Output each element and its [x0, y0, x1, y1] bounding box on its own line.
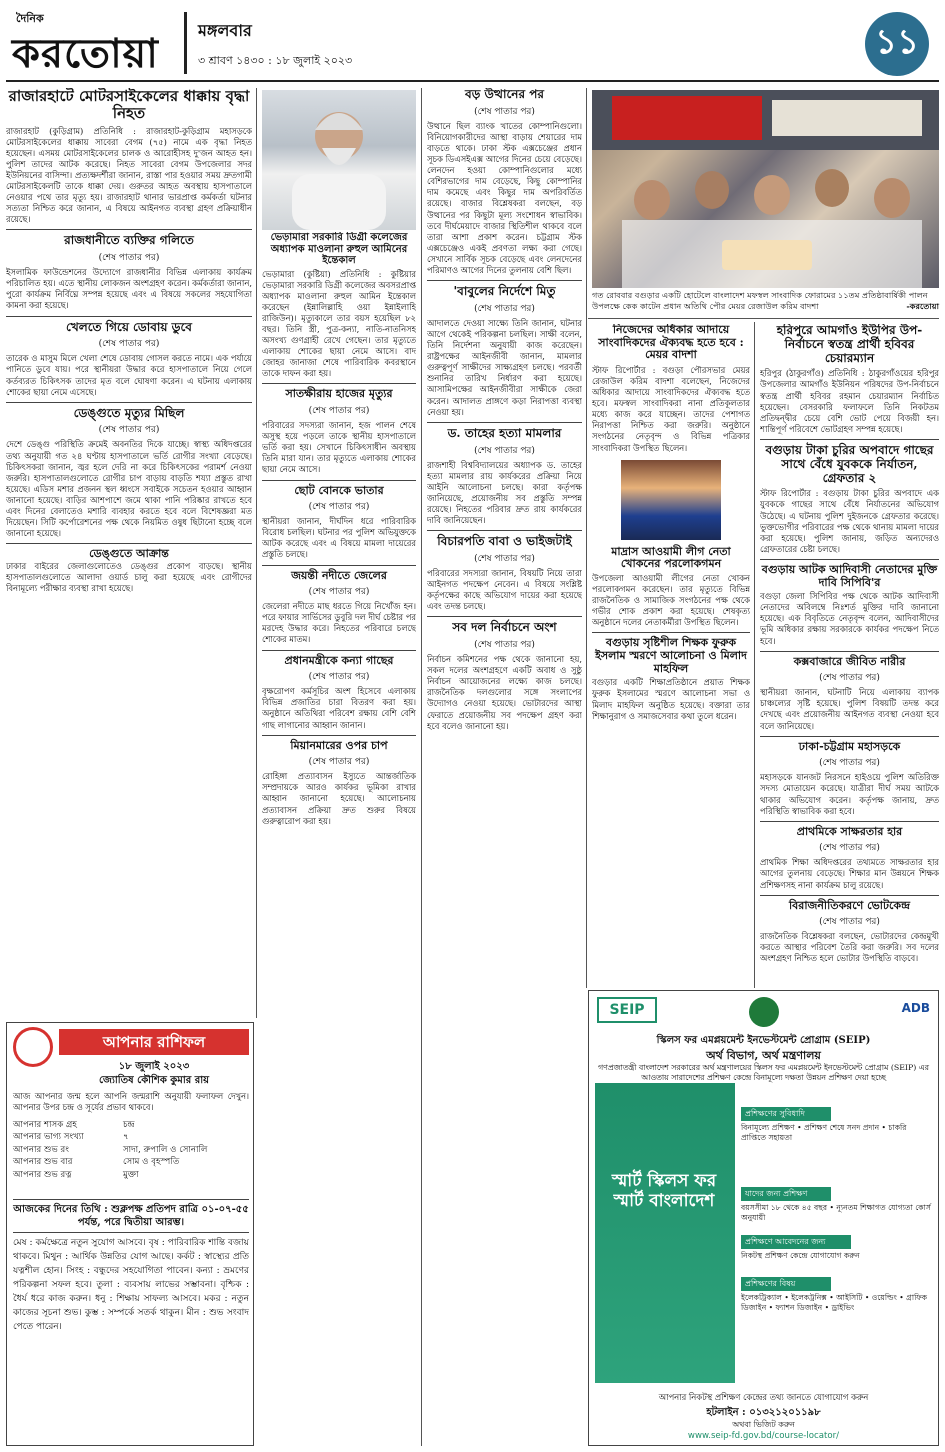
tithi-note: আজকের দিনের তিথি : শুক্লপক্ষ প্রতিপদ রাত্রি ০১-০৭-৫৫ পর্যন্ত, পরে দ্বিতীয়া আরম্ভ। — [13, 1199, 249, 1233]
page-number: ১১ — [865, 12, 929, 76]
article-body: নির্বাচন কমিশনের পক্ষ থেকে জানানো হয়, সকল দলের অংশগ্রহণে একটি অবাধ ও সুষ্ঠু নির্বাচন আয়োজনের লক্ষ্যে কাজ চলছে। রাজনৈতিক দলগুলোর সঙ্গে সংলাপের উদ্যোগও নেওয়া হয়েছে। ভোটারদের আস্থা ফেরাতে প্রয়োজনীয় সব পদক্ষেপ গ্রহণ করা হবে বলেও জানানো হয়। — [427, 654, 582, 731]
continued-label: (শেষ পাতার পর) — [474, 445, 535, 456]
headline: ছোট বোনকে ভাতার — [294, 483, 384, 497]
photo-credit: -করতোয়া — [906, 300, 939, 311]
visit-text: অথবা ভিজিট করুন — [732, 1420, 795, 1429]
article-body: রোহিঙ্গা প্রত্যাবাসন ইস্যুতে আন্তর্জাতিক সম্প্রদায়কে আরও কার্যকর ভূমিকা রাখার আহ্বান জানানো হয়েছে। আলোচনায় প্রত্যাবাসন প্রক্রিয়া দ্রুত শুরুর বিষয়ে গুরুত্বারোপ করা হয়। — [262, 771, 416, 826]
article-body: হরিপুর (ঠাকুরগাঁও) প্রতিনিধি : ঠাকুরগাঁওয়ের হরিপুর উপজেলার আমগাঁও ইউনিয়ন পরিষদের উপ-নির্বাচনে স্বতন্ত্র প্রার্থী হবিবর রহমান চেয়ারম্যান নির্বাচিত হয়েছেন। বেসরকারি ফলাফলে তিনি নিকটতম প্রতিদ্বন্দ্বীর চেয়ে বেশি ভোট পেয়ে বিজয়ী হন। শান্তিপূর্ণ পরিবেশে ভোটগ্রহণ সম্পন্ন হয়েছে। — [760, 368, 939, 434]
hotline-number: হটলাইন : ০১৩২১২০১১৯৮ — [706, 1407, 821, 1418]
headline: ঢাকা-চট্টগ্রাম মহাসড়কে — [798, 739, 901, 753]
headline: ডেঙ্গুতে আক্রান্ত — [89, 547, 169, 561]
issue-day: মঙ্গলবার — [198, 21, 252, 40]
continued-label: (শেষ পাতার পর) — [474, 553, 535, 564]
headline: খেলতে গিয়ে ডোবায় ডুবে — [66, 319, 192, 334]
headline: জয়ন্তী নদীতে জেলের — [291, 568, 387, 582]
headline: নিজেদের অধিকার আদায়ে সাংবাদিকদের ঐক্যবদ্ধ হতে হবে : মেয়র বাদশা — [598, 324, 744, 362]
article-body: স্টাফ রিপোর্টার : বগুড়া পৌরসভার মেয়র রেজাউল করিম বাদশা বলেছেন, নিজেদের অধিকার আদায়ে সাংবাদিকদের ঐক্যবদ্ধ হতে হবে। মফস্বল সাংবাদিকরা নানা প্রতিকূলতার মধ্যে কাজ করে যাচ্ছেন। তাদের পেশাগত নিরাপত্তা নিশ্চিত করা জরুরি। অনুষ্ঠানে সংগঠনের নেতৃবৃন্দ ও বিভিন্ন পত্রিকার সাংবাদিকরা উপস্থিত ছিলেন। — [592, 364, 750, 453]
headline: ড. তাহের হত্যা মামলার — [447, 425, 562, 440]
continued-label: (শেষ পাতার পর) — [98, 253, 160, 264]
continued-label: (শেষ পাতার পর) — [819, 917, 880, 928]
column-4 — [592, 324, 750, 988]
article-body: ইসলামিক ফাউন্ডেশনের উদ্যোগে রাজধানীর বিভিন্ন এলাকায় কার্যক্রম পরিচালিত হয়। এতে স্থানীয় লোকজন অংশগ্রহণ করেন। কর্মকর্তারা জানান, পুরো কার্যক্রম নির্বিঘ্নে সম্পন্ন হয়েছে এবং এ বিষয়ে সকলের সহযোগিতা কামনা করা হয়েছে। — [6, 267, 252, 311]
masthead-divider — [184, 12, 187, 74]
headline: বগুড়ায় সৃষ্টিশীল শিক্ষক ফুরুক ইসলাম স্মরণে আলোচনা ও মিলাদ মাহফিল — [595, 636, 747, 675]
horoscope-title: আপনার রাশিফল — [59, 1029, 249, 1055]
continued-label: (শেষ পাতার পর) — [308, 502, 370, 513]
adb-logo: ADB — [901, 1001, 930, 1015]
column-rule — [421, 88, 422, 1446]
article-body: দেশে ডেঙ্গু পরিস্থিতি ক্রমেই অবনতির দিকে যাচ্ছে। স্বাস্থ্য অধিদপ্তরের তথ্য অনুযায়ী গত ২৪ ঘণ্টায় হাসপাতালে ভর্তি রোগীর সংখ্যা বেড়েছে। চিকিৎসকরা জানান, জ্বর হলে দেরি না করে চিকিৎসকের পরামর্শ নেওয়া জরুরি। হাসপাতালগুলোতে রোগীর চাপ বাড়ায় বাড়তি শয্যা প্রস্তুত রাখা হয়েছে। এডিস মশার প্রজনন স্থল ধ্বংসে সবাইকে সচেতন হওয়ার আহ্বান জানানো হয়েছে। বাড়ির আশপাশে জমে থাকা পানি পরিষ্কার রাখতে হবে এবং দিনের বেলাতেও মশারি ব্যবহার করতে হবে বলে বিশেষজ্ঞরা মত দিয়েছেন। সিটি কর্পোরেশনের পক্ষ থেকে নিয়মিত ওষুধ ছিটানো হচ্ছে বলে জানানো হয়েছে। — [6, 439, 252, 539]
zodiac-wheel-icon — [13, 1027, 53, 1067]
newspaper-logo: করতোয়া — [12, 31, 159, 77]
eligibility-text: বয়সসীমা ১৮ থেকে ৪৫ বছর • ন্যূনতম শিক্ষাগত যোগ্যতা কোর্স অনুযায়ী — [741, 1203, 931, 1222]
article-body: স্থানীয়রা জানান, ঘটনাটি নিয়ে এলাকায় ব্যাপক চাঞ্চল্যের সৃষ্টি হয়েছে। পুলিশ বিষয়টি তদন্ত করে দেখছে এবং প্রয়োজনীয় আইনগত ব্যবস্থা নেওয়া হবে বলে জানিয়েছে। — [760, 687, 939, 731]
continued-label: (শেষ পাতার পর) — [98, 339, 160, 350]
column-5 — [760, 324, 939, 988]
continued-label: (শেষ পাতার পর) — [819, 673, 880, 684]
article-body: উত্থানে ছিল ব্যাংক খাতের কোম্পানিগুলো। বিনিয়োগকারীদের আস্থা বাড়ায় শেয়ারের দাম বাড়তে থাকে। ঢাকা স্টক এক্সচেঞ্জের প্রধান সূচক ডিএসইএক্স আগের দিনের চেয়ে বেড়েছে। লেনদেন হওয়া কোম্পানিগুলোর মধ্যে বেশিরভাগের দাম বেড়েছে, কিছু কোম্পানির দাম কমেছে এবং কিছুর দাম অপরিবর্তিত রয়েছে। বাজার বিশ্লেষকরা বলছেন, বড় উত্থানের পর কিছুটা মূল্য সংশোধন স্বাভাবিক। তবে দীর্ঘমেয়াদে বাজার স্থিতিশীল থাকবে বলে তারা আশা প্রকাশ করেন। চট্টগ্রাম স্টক এক্সচেঞ্জেও একই প্রবণতা লক্ষ্য করা গেছে। সেখানে সার্বিক সূচক বেড়েছে এবং লেনদেনের পরিমাণও আগের দিনের তুলনায় বেশি ছিল। — [427, 120, 582, 276]
ad-website-link[interactable]: www.seip-fd.gov.bd/course-locator/ — [687, 1431, 840, 1441]
headline: বড় উত্থানের পর — [465, 88, 544, 101]
continued-label: (শেষ পাতার পর) — [308, 587, 370, 598]
headline: রাজধানীতে ব্যক্তির গলিতে — [64, 233, 194, 248]
article-body: মহাসড়কে যানজট নিরসনে হাইওয়ে পুলিশ অতিরিক্ত সদস্য মোতায়েন করেছে। যাত্রীরা দীর্ঘ সময় আটকে থাকার অভিযোগ করেন। কর্তৃপক্ষ জানায়, দ্রুত পরিস্থিতি স্বাভাবিক করা হবে। — [760, 772, 939, 816]
headline: কক্সবাজারে জীবিত নারীর — [793, 654, 906, 668]
courses-text: ইলেকট্রিক্যাল • ইলেকট্রনিক্স • আইসিটি • ওয়েল্ডিং • গ্রাফিক ডিজাইন • ফ্যাশন ডিজাইন • ড্রাইভিং — [741, 1293, 928, 1312]
apply-label: প্রশিক্ষণে আবেদনের জন্য — [741, 1235, 851, 1249]
headline: বিচারপতি বাবা ও ভাইজটাই — [437, 534, 572, 549]
contact-text: আপনার নিকটস্থ প্রশিক্ষণ কেন্দ্রের তথ্য জানতে যোগাযোগ করুন — [658, 1392, 869, 1402]
column-1 — [6, 88, 252, 1018]
headline: প্রধানমন্ত্রীকে কন্যা গাছের — [284, 653, 394, 667]
issue-date: ৩ শ্রাবণ ১৪৩০ : ১৮ জুলাই ২০২৩ — [198, 54, 353, 67]
headline: বগুড়ায় আটক আদিবাসী নেতাদের মুক্তি দাবি সিপিবি'র — [761, 562, 938, 589]
headline: ডেঙ্গুতে মৃত্যুর মিছিল — [73, 405, 185, 420]
horoscope-row: আপনার শাসক গ্রহ চন্দ্র — [13, 1120, 135, 1130]
headline: রাজারহাটে মোটরসাইকেলের ধাক্কায় বৃদ্ধা নিহত — [8, 88, 250, 123]
column-3 — [427, 88, 582, 1446]
article-body: তারেক ও মাসুম মিলে খেলা শেষে ডোবায় গোসল করতে নামে। এক পর্যায়ে পানিতে ডুবে যায়। পরে স্থানীয়রা উদ্ধার করে হাসপাতালে নিয়ে গেলে কর্তব্যরত চিকিৎসক তাদের মৃত বলে ঘোষণা করেন। এ ঘটনায় এলাকায় শোকের ছায়া নেমে এসেছে। — [6, 353, 252, 397]
article-body: পরিবারের সদস্যরা জানান, হজ পালন শেষে অসুস্থ হয়ে পড়লে তাকে স্থানীয় হাসপাতালে ভর্তি করা হয়। সেখানে চিকিৎসাধীন অবস্থায় তিনি মারা যান। তার মৃত্যুতে এলাকায় শোকের ছায়া নেমে আসে। — [262, 420, 416, 475]
article-body: স্টাফ রিপোর্টার : বগুড়ায় টাকা চুরির অপবাদে এক যুবককে গাছের সাথে বেঁধে নির্যাতনের অভিযোগ উঠেছে। এ ঘটনায় পুলিশ দুইজনকে গ্রেফতার করেছে। ভুক্তভোগীর পরিবারের পক্ষ থেকে থানায় মামলা দায়ের করা হয়েছে। পুলিশ জানায়, জড়িত অন্যদেরও গ্রেফতারের চেষ্টা চলছে। — [760, 488, 939, 554]
program-name: স্কিলস ফর এমপ্লয়মেন্ট ইনভেস্টমেন্ট প্রোগ্রাম (SEIP) — [656, 1035, 871, 1046]
continued-label: (শেষ পাতার পর) — [819, 843, 880, 854]
continued-label: (শেষ পাতার পর) — [98, 425, 160, 436]
article-body: জেলেরা নদীতে মাছ ধরতে গিয়ে নিখোঁজ হন। পরে ফায়ার সার্ভিসের ডুবুরি দল দীর্ঘ চেষ্টার পর মরদেহ উদ্ধার করে। নিহতের পরিবারে চলছে শোকের মাতম। — [262, 601, 416, 645]
masthead — [6, 4, 939, 82]
headline: মিয়ানমারের ওপর চাপ — [290, 738, 388, 752]
headline: প্রাথমিকে সাক্ষরতার হার — [796, 824, 903, 838]
benefits-label: প্রশিক্ষণের সুবিধাদি — [741, 1107, 831, 1121]
logo-subtitle: দৈনিক — [16, 12, 44, 25]
zodiac-signs-text: মেষ : কর্মক্ষেত্রে নতুন সুযোগ আসবে। বৃষ : পারিবারিক শান্তি বজায় থাকবে। মিথুন : আর্থিক উন্নতির যোগ আছে। কর্কট : স্বাস্থ্যের প্রতি যত্নশীল হোন। সিংহ : বন্ধুদের সহযোগিতা পাবেন। কন্যা : ভ্রমণের পরিকল্পনা সফল হবে। তুলা : ব্যবসায় লাভের সম্ভাবনা। বৃশ্চিক : ধৈর্য ধরে কাজ করুন। ধনু : শিক্ষায় সাফল্য আসবে। মকর : নতুন কাজের সূচনা শুভ। কুম্ভ : সম্পর্কে সতর্ক থাকুন। মীন : শুভ সংবাদ পেতে পারেন। — [13, 1238, 249, 1332]
column-rule — [586, 88, 587, 988]
article-body: স্থানীয়রা জানান, দীর্ঘদিন ধরে পারিবারিক বিরোধ চলছিল। ঘটনার পর পুলিশ অভিযুক্তকে আটক করেছে এবং এ বিষয়ে মামলা দায়েরের প্রস্তুতি চলছে। — [262, 516, 416, 560]
section-rule — [588, 318, 939, 319]
horoscope-table — [13, 1119, 249, 1181]
headline: 'বাবুলের নির্দেশে মিতু — [453, 284, 556, 299]
continued-label: (শেষ পাতার পর) — [308, 406, 370, 417]
article-body: রাজারহাট (কুড়িগ্রাম) প্রতিনিধি : রাজারহাট-কুড়িগ্রাম মহাসড়কে মোটরসাইকেলের ধাক্কায় সাবেরা বেগম (৭৫) নামে এক বৃদ্ধা নিহত হয়েছেন। এসময় মোটরসাইকেলের চালক ও আরোহীসহ দু'জন আহত হন। পুলিশ তাদের আটক করেছে। নিহত সাবেরা বেগম উপজেলার সদর ইউনিয়নের বাসিন্দা। প্রত্যক্ষদর্শীরা জানান, রাস্তা পার হওয়ার সময় দ্রুতগামী মোটরসাইকেলটি তাকে ধাক্কা দেয়। গুরুতর আহত অবস্থায় হাসপাতালে নেওয়ার পথে তার মৃত্যু হয়। রাজারহাট থানার ভারপ্রাপ্ত কর্মকর্তা ঘটনার সত্যতা নিশ্চিত করে জানান, এ বিষয়ে আইনগত ব্যবস্থা গ্রহণ প্রক্রিয়াধীন রয়েছে। — [6, 125, 252, 225]
article-body: বৃক্ষরোপণ কর্মসূচির অংশ হিসেবে এলাকায় বিভিন্ন প্রজাতির চারা বিতরণ করা হয়। অনুষ্ঠানে অতিথিরা পরিবেশ রক্ষায় বেশি বেশি গাছ লাগানোর আহ্বান জানান। — [262, 686, 416, 730]
continued-label: (শেষ পাতার পর) — [308, 672, 370, 683]
continued-label: (শেষ পাতার পর) — [474, 106, 535, 117]
article-body: পরিবারের সদস্যরা জানান, বিষয়টি নিয়ে তারা আইনগত পদক্ষেপ নেবেন। এ বিষয়ে সংশ্লিষ্ট কর্তৃপক্ষের কাছে অভিযোগ দায়ের করা হয়েছে এবং তদন্ত চলছে। — [427, 567, 582, 612]
article-body: আদালতে দেওয়া সাক্ষ্যে তিনি জানান, ঘটনার আগে থেকেই পরিকল্পনা চলছিল। সাক্ষী বলেন, তিনি নির্দেশনা অনুযায়ী কাজ করেছেন। রাষ্ট্রপক্ষের আইনজীবী জানান, মামলার গুরুত্বপূর্ণ সাক্ষীদের সাক্ষ্যগ্রহণ চলছে। পরবর্তী শুনানির তারিখ নির্ধারণ করা হয়েছে। আসামিপক্ষের আইনজীবীরা সাক্ষীকে জেরা করেন। আদালত প্রাঙ্গণে কড়া নিরাপত্তা ব্যবস্থা নেওয়া হয়। — [427, 317, 582, 417]
event-photo — [592, 90, 939, 288]
portrait-photo — [262, 90, 416, 230]
ministry-name: অর্থ বিভাগ, অর্থ মন্ত্রণালয় — [706, 1049, 821, 1062]
horoscope-row: আপনার ভাগ্য সংখ্যা ৭ — [13, 1132, 129, 1143]
continued-label: (শেষ পাতার পর) — [308, 757, 370, 768]
horoscope-row: আপনার শুভ রত্ন মুক্তা — [13, 1169, 139, 1180]
seip-advertisement — [588, 990, 939, 1446]
article-body: উপজেলা আওয়ামী লীগের নেতা খোকন পরলোকগমন করেছেন। তার মৃত্যুতে বিভিন্ন রাজনৈতিক ও সামাজিক সংগঠনের পক্ষ থেকে গভীর শোক প্রকাশ করা হয়েছে। শেষকৃত্য অনুষ্ঠানে দলের নেতাকর্মীরা উপস্থিত ছিলেন। — [592, 572, 750, 628]
photo-caption: গত রোববার বগুড়ার একটি হোটেলে বাংলাদেশ মফস্বল সাংবাদিক ফোরামের ১১তম প্রতিষ্ঠাবার্ষিকী পালন উপলক্ষে কেক কাটেন প্রধান অতিথি পৌর মেয়র রেজাউল করিম বাদশা -করতোয়া — [592, 290, 939, 311]
continued-label: (শেষ পাতার পর) — [474, 640, 535, 651]
article-body: প্রাথমিক শিক্ষা অধিদপ্তরের তথ্যমতে সাক্ষরতার হার আগের তুলনায় বেড়েছে। শিক্ষার মান উন্নয়নে শিক্ষক প্রশিক্ষণসহ নানা কার্যক্রম চালু রয়েছে। — [760, 857, 939, 890]
seip-logo: SEIP — [597, 997, 657, 1023]
horoscope-row: আপনার শুভ বার সোম ও বৃহস্পতি — [13, 1157, 180, 1168]
horoscope-box — [6, 1022, 254, 1446]
obituary-caption: ভেড়ামারা সরকারি ডিগ্রী কলেজের অধ্যাপক মাওলানা রুহুল আমিনের ইন্তেকাল — [270, 232, 408, 266]
eligibility-label: যাদের জন্য প্রশিক্ষণ — [741, 1187, 831, 1201]
benefits-text: বিনামূল্যে প্রশিক্ষণ • প্রশিক্ষণ শেষে সনদ প্রদান • চাকরি প্রাপ্তিতে সহায়তা — [741, 1123, 907, 1142]
headline: বিরাজনীতিকরণে ভোটকেন্দ্র — [789, 898, 910, 912]
horoscope-date: ১৮ জুলাই ২০২৩ — [118, 1061, 190, 1072]
courses-label: প্রশিক্ষণের বিষয় — [741, 1277, 831, 1291]
article-body: বগুড়ার একটি শিক্ষাপ্রতিষ্ঠানে প্রয়াত শিক্ষক ফুরুক ইসলামের স্মরণে আলোচনা সভা ও মিলাদ মাহফিল অনুষ্ঠিত হয়েছে। বক্তারা তার শিক্ষানুরাগ ও সমাজসেবার কথা তুলে ধরেন। — [592, 677, 750, 721]
headline: হরিপুরে আমগাঁও ইউপির উপ-নির্বাচনে স্বতন্ত্র প্রার্থী হবিবর চেয়ারম্যান — [776, 324, 923, 365]
column-2 — [262, 232, 416, 1012]
headline: সব দল নির্বাচনে অংশ — [452, 620, 557, 635]
continued-label: (শেষ পাতার পর) — [819, 758, 880, 769]
government-seal-icon — [749, 997, 779, 1027]
column-rule — [754, 322, 755, 988]
article-body: রাজনৈতিক বিশ্লেষকরা বলছেন, ভোটারদের কেন্দ্রমুখী করতে আস্থার পরিবেশ তৈরি করা জরুরি। সব দলের অংশগ্রহণ নিশ্চিত হলে ভোটার উপস্থিতি বাড়বে। — [760, 931, 939, 964]
ad-slogan: স্মার্ট স্কিলস ফর স্মার্ট বাংলাদেশ — [611, 1171, 717, 1212]
article-body: বগুড়া জেলা সিপিবির পক্ষ থেকে আটক আদিবাসী নেতাদের অবিলম্বে নিঃশর্ত মুক্তির দাবি জানানো হয়েছে। এক বিবৃতিতে নেতৃবৃন্দ বলেন, আদিবাসীদের ভূমি অধিকার রক্ষায় সরকারকে কার্যকর পদক্ষেপ নিতে হবে। — [760, 591, 939, 646]
ad-green-panel — [595, 1083, 735, 1383]
apply-text: নিকটস্থ প্রশিক্ষণ কেন্দ্রে যোগাযোগ করুন — [741, 1251, 860, 1260]
headline: বগুড়ায় টাকা চুরির অপবাদে গাছের সাথে বেঁধে যুবককে নির্যাতন, গ্রেফতার ২ — [765, 442, 934, 485]
headline: মাদ্রাস আওয়ামী লীগ নেতা খোকনের পরলোকগমন — [611, 544, 731, 571]
article-body: রাজশাহী বিশ্ববিদ্যালয়ের অধ্যাপক ড. তাহের হত্যা মামলার রায় কার্যকরের প্রক্রিয়া নিয়ে আইনি আলোচনা চলছে। কারা কর্তৃপক্ষ জানিয়েছে, প্রয়োজনীয় সব প্রস্তুতি সম্পন্ন রয়েছে। নিহতের পরিবার দ্রুত রায় কার্যকরের দাবি জানিয়েছেন। — [427, 459, 582, 526]
horoscope-row: আপনার শুভ রং সাদা, রুপালি ও সোনালি — [13, 1144, 208, 1155]
article-body: ভেড়ামারা (কুষ্টিয়া) প্রতিনিধি : কুষ্টিয়ার ভেড়ামারা সরকারি ডিগ্রী কলেজের অবসরপ্রাপ্ত অধ্যাপক মাওলানা রুহুল আমিন ইন্তেকাল করেছেন (ইন্নালিল্লাহি ওয়া ইন্নাইলাহি রাজিউন)। মৃত্যুকালে তার বয়স হয়েছিল ৮২ বছর। তিনি স্ত্রী, পুত্র-কন্যা, নাতি-নাতনিসহ অসংখ্য গুণগ্রাহী রেখে গেছেন। তার মৃত্যুতে এলাকায় শোকের ছায়া নেমে আসে। বাদ জোহর জানাজা শেষে পারিবারিক কবরস্থানে তাকে দাফন করা হয়। — [262, 268, 416, 379]
horoscope-intro: আজ আপনার জন্ম হলে আপনি জন্মরাশি অনুযায়ী ফলাফল দেখুন। আপনার উপর চন্দ্র ও সূর্যের প্রভাব থাকবে। — [13, 1091, 249, 1113]
article-body: ঢাকার বাইরের জেলাগুলোতেও ডেঙ্গুর প্রকোপ বাড়ছে। স্থানীয় হাসপাতালগুলোতে আলাদা ওয়ার্ড চালু করা হয়েছে এবং রোগীদের বিনামূল্যে পরীক্ষার ব্যবস্থা রাখা হয়েছে। — [6, 560, 252, 594]
horoscope-author: জ্যোতিষ কৌশিক কুমার রায় — [98, 1075, 210, 1086]
portrait-photo — [621, 460, 721, 540]
column-rule — [256, 88, 257, 1018]
program-description: গণপ্রজাতন্ত্রী বাংলাদেশ সরকারের অর্থ মন্ত্রণালয়ের স্কিলস ফর এমপ্লয়মেন্ট ইনভেস্টমেন্ট প্রোগ্রাম (SEIP) এর আওতায় সারাদেশের প্রশিক্ষণ কেন্দ্রে বিনামূল্যে দক্ষতা উন্নয়ন প্রশিক্ষণ দেয়া হচ্ছে — [598, 1063, 929, 1083]
continued-label: (শেষ পাতার পর) — [474, 303, 535, 314]
headline: সাতক্ষীরায় হাজের মৃত্যুর — [285, 387, 393, 401]
